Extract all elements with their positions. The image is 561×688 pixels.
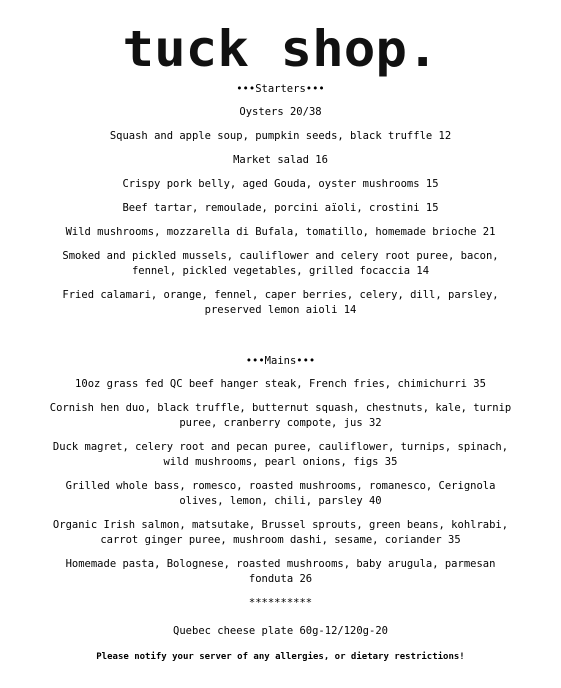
menu-item: 10oz grass fed QC beef hanger steak, French fries, chimichurri 35 <box>75 378 486 390</box>
starters-section <box>0 82 561 318</box>
star-separator: ********** <box>248 597 313 609</box>
menu-item: Duck magret, celery root and pecan puree, cauliflower, turnips, spinach, wild mushrooms, pearl onions, figs 35 <box>52 441 509 468</box>
menu-item: Homemade pasta, Bolognese, roasted mushrooms, baby arugula, parmesan fonduta 26 <box>65 558 496 585</box>
menu-item: Cornish hen duo, black truffle, butternut squash, chestnuts, kale, turnip puree, cranberry compote, jus 32 <box>49 402 512 429</box>
menu-item: Smoked and pickled mussels, cauliflower and celery root puree, bacon, fennel, pickled vegetables, grilled focaccia 14 <box>62 250 499 277</box>
restaurant-title: tuck shop. <box>122 20 439 78</box>
allergy-notice: Please notify your server of any allergies, or dietary restrictions! <box>96 652 465 662</box>
menu-item: Grilled whole bass, romesco, roasted mushrooms, romanesco, Cerignola olives, lemon, chili, parsley 40 <box>65 480 496 507</box>
menu-item: Wild mushrooms, mozzarella di Bufala, tomatillo, homemade brioche 21 <box>65 226 496 238</box>
menu-item: Oysters 20/38 <box>239 106 322 118</box>
mains-section <box>0 354 561 587</box>
menu-item: Fried calamari, orange, fennel, caper berries, celery, dill, parsley, preserved lemon aioli 14 <box>62 289 499 316</box>
menu-item: Crispy pork belly, aged Gouda, oyster mushrooms 15 <box>122 178 439 190</box>
menu-item: Beef tartar, remoulade, porcini aïoli, crostini 15 <box>122 202 439 214</box>
menu-item: Squash and apple soup, pumpkin seeds, black truffle 12 <box>109 130 452 142</box>
cheese-plate: Quebec cheese plate 60g-12/120g-20 <box>173 625 388 637</box>
menu-item: Market salad 16 <box>233 154 328 166</box>
starters-heading: •••Starters••• <box>236 83 325 95</box>
menu-item: Organic Irish salmon, matsutake, Brussel sprouts, green beans, kohlrabi, carrot ginger puree, mushroom dashi, sesame, coriander 35 <box>52 519 509 546</box>
mains-heading: •••Mains••• <box>245 355 316 367</box>
section-spacer <box>0 327 561 354</box>
